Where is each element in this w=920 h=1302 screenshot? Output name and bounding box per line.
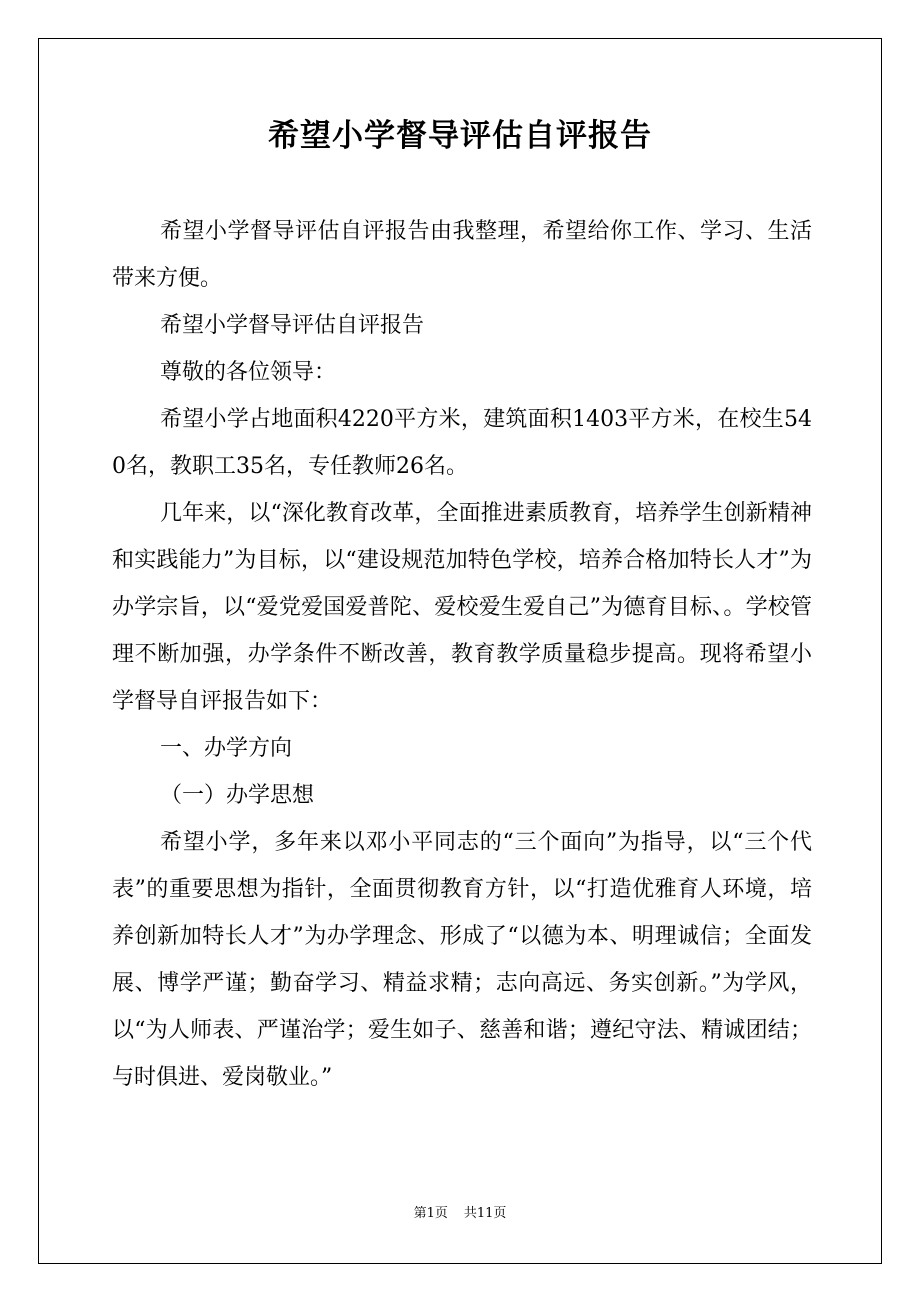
document-body	[112, 208, 812, 1101]
page-footer	[0, 1204, 920, 1224]
page-total: 共11页	[463, 1206, 507, 1221]
paragraph-intro: 希望小学督导评估自评报告由我整理，希望给你工作、学习、生活带来方便。	[112, 219, 812, 291]
document-title: 希望小学督导评估自评报告	[268, 118, 652, 154]
paragraph-school-stats: 希望小学占地面积4220平方米，建筑面积1403平方米，在校生540名，教职工35名，专任教师26名。	[112, 407, 812, 479]
paragraph-salutation: 尊敬的各位领导：	[160, 360, 337, 385]
paragraph-philosophy: 希望小学，多年来以邓小平同志的“三个面向”为指导，以“三个代表”的重要思想为指针，全面贯彻教育方针，以“打造优雅育人环境，培养创新加特长人才”为办学理念、形成了“以德为本、明理诚信；全面发展、博学严谨；勤奋学习、精益求精；志向高远、务实创新。”为学风，以“为人师表、严谨治学；爱生如子、慈善和谐；遵纪守法、精诚团结；与时俱进、爱岗敬业。”	[112, 830, 812, 1090]
section-heading-direction: 一、办学方向	[160, 736, 293, 761]
paragraph-overview: 几年来，以“深化教育改革，全面推进素质教育，培养学生创新精神和实践能力”为目标，以“建设规范加特色学校，培养合格加特长人才”为办学宗旨，以“爱党爱国爱普陀、爱校爱生爱自己”为德育目标、。学校管理不断加强，办学条件不断改善，教育教学质量稳步提高。现将希望小学督导自评报告如下：	[112, 501, 812, 714]
paragraph-report-heading: 希望小学督导评估自评报告	[160, 313, 425, 338]
subsection-heading-philosophy: （一）办学思想	[160, 783, 315, 808]
page-number: 第1页	[413, 1206, 448, 1221]
